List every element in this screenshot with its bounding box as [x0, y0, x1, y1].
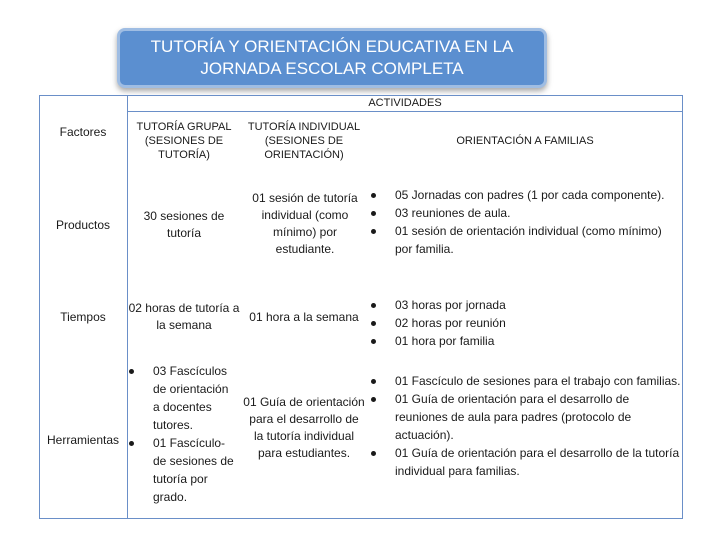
tutoria-grupal-header — [127, 114, 241, 168]
list-item: 03 reuniones de aula. — [369, 204, 681, 222]
list-item: 01 Fascículo- de sesiones de tutoría por grado. — [127, 434, 237, 506]
grupal-header-line-3: TUTORÍA) — [158, 149, 210, 161]
actividades-header: ACTIVIDADES — [368, 96, 442, 109]
header-divider — [127, 111, 683, 112]
productos-label: Productos — [55, 217, 111, 232]
list-item: 05 Jornadas con padres (1 por cada componente). — [369, 186, 681, 204]
list-item: 01 Fascículo de sesiones para el trabajo con familias. — [369, 372, 681, 390]
tiempos-individual: 01 hora a la semana — [249, 309, 359, 324]
individual-header-line-3: ORIENTACIÓN) — [264, 149, 344, 161]
individual-header-line-1: TUTORÍA INDIVIDUAL — [247, 121, 361, 133]
grupal-header-line-2: (SESIONES DE — [144, 135, 224, 147]
herramientas-label: Herramientas — [46, 432, 120, 447]
tutoria-individual-header — [241, 114, 367, 168]
title-banner — [117, 28, 547, 88]
productos-familias — [369, 186, 681, 266]
grupal-header-line-1: TUTORÍA GRUPAL — [136, 121, 232, 133]
list-item: 03 horas por jornada — [369, 296, 506, 314]
list-item: 01 Guía de orientación para el desarrollo de la tutoría individual para familias. — [369, 444, 681, 480]
list-item: 01 hora por familia — [369, 332, 506, 350]
list-item: 03 Fascículos de orientación a docentes tutores. — [127, 362, 237, 434]
list-item: 01 Guía de orientación para el desarrollo de reuniones de aula para padres (protocolo de actuación). — [369, 390, 681, 444]
productos-individual: 01 sesión de tutoría individual (como mínimo) por estudiante. — [252, 191, 358, 256]
individual-header-line-2: (SESIONES DE — [264, 135, 344, 147]
list-item: 02 horas por reunión — [369, 314, 506, 332]
productos-familias-list — [369, 186, 681, 258]
factores-header: Factores — [59, 124, 107, 139]
title-line-2: JORNADA ESCOLAR COMPLETA — [200, 59, 464, 78]
orientacion-familias-header: ORIENTACIÓN A FAMILIAS — [456, 135, 594, 147]
title-line-1: TUTORÍA Y ORIENTACIÓN EDUCATIVA EN LA — [150, 37, 514, 56]
herramientas-familias-list — [369, 372, 681, 480]
list-item: 01 sesión de orientación individual (como mínimo) por familia. — [369, 222, 681, 258]
herramientas-grupal — [127, 362, 241, 512]
herramientas-familias — [369, 372, 681, 504]
tiempos-grupal: 02 horas de tutoría a la semana — [128, 301, 240, 332]
herramientas-individual: 01 Guía de orientación para el desarrollo de la tutoría individual para estudiantes. — [243, 395, 365, 460]
tiempos-familias — [369, 296, 681, 352]
tiempos-familias-list — [369, 296, 506, 350]
productos-grupal: 30 sesiones de tutoría — [143, 209, 225, 240]
tiempos-label: Tiempos — [60, 309, 106, 324]
herramientas-grupal-list — [127, 362, 237, 506]
